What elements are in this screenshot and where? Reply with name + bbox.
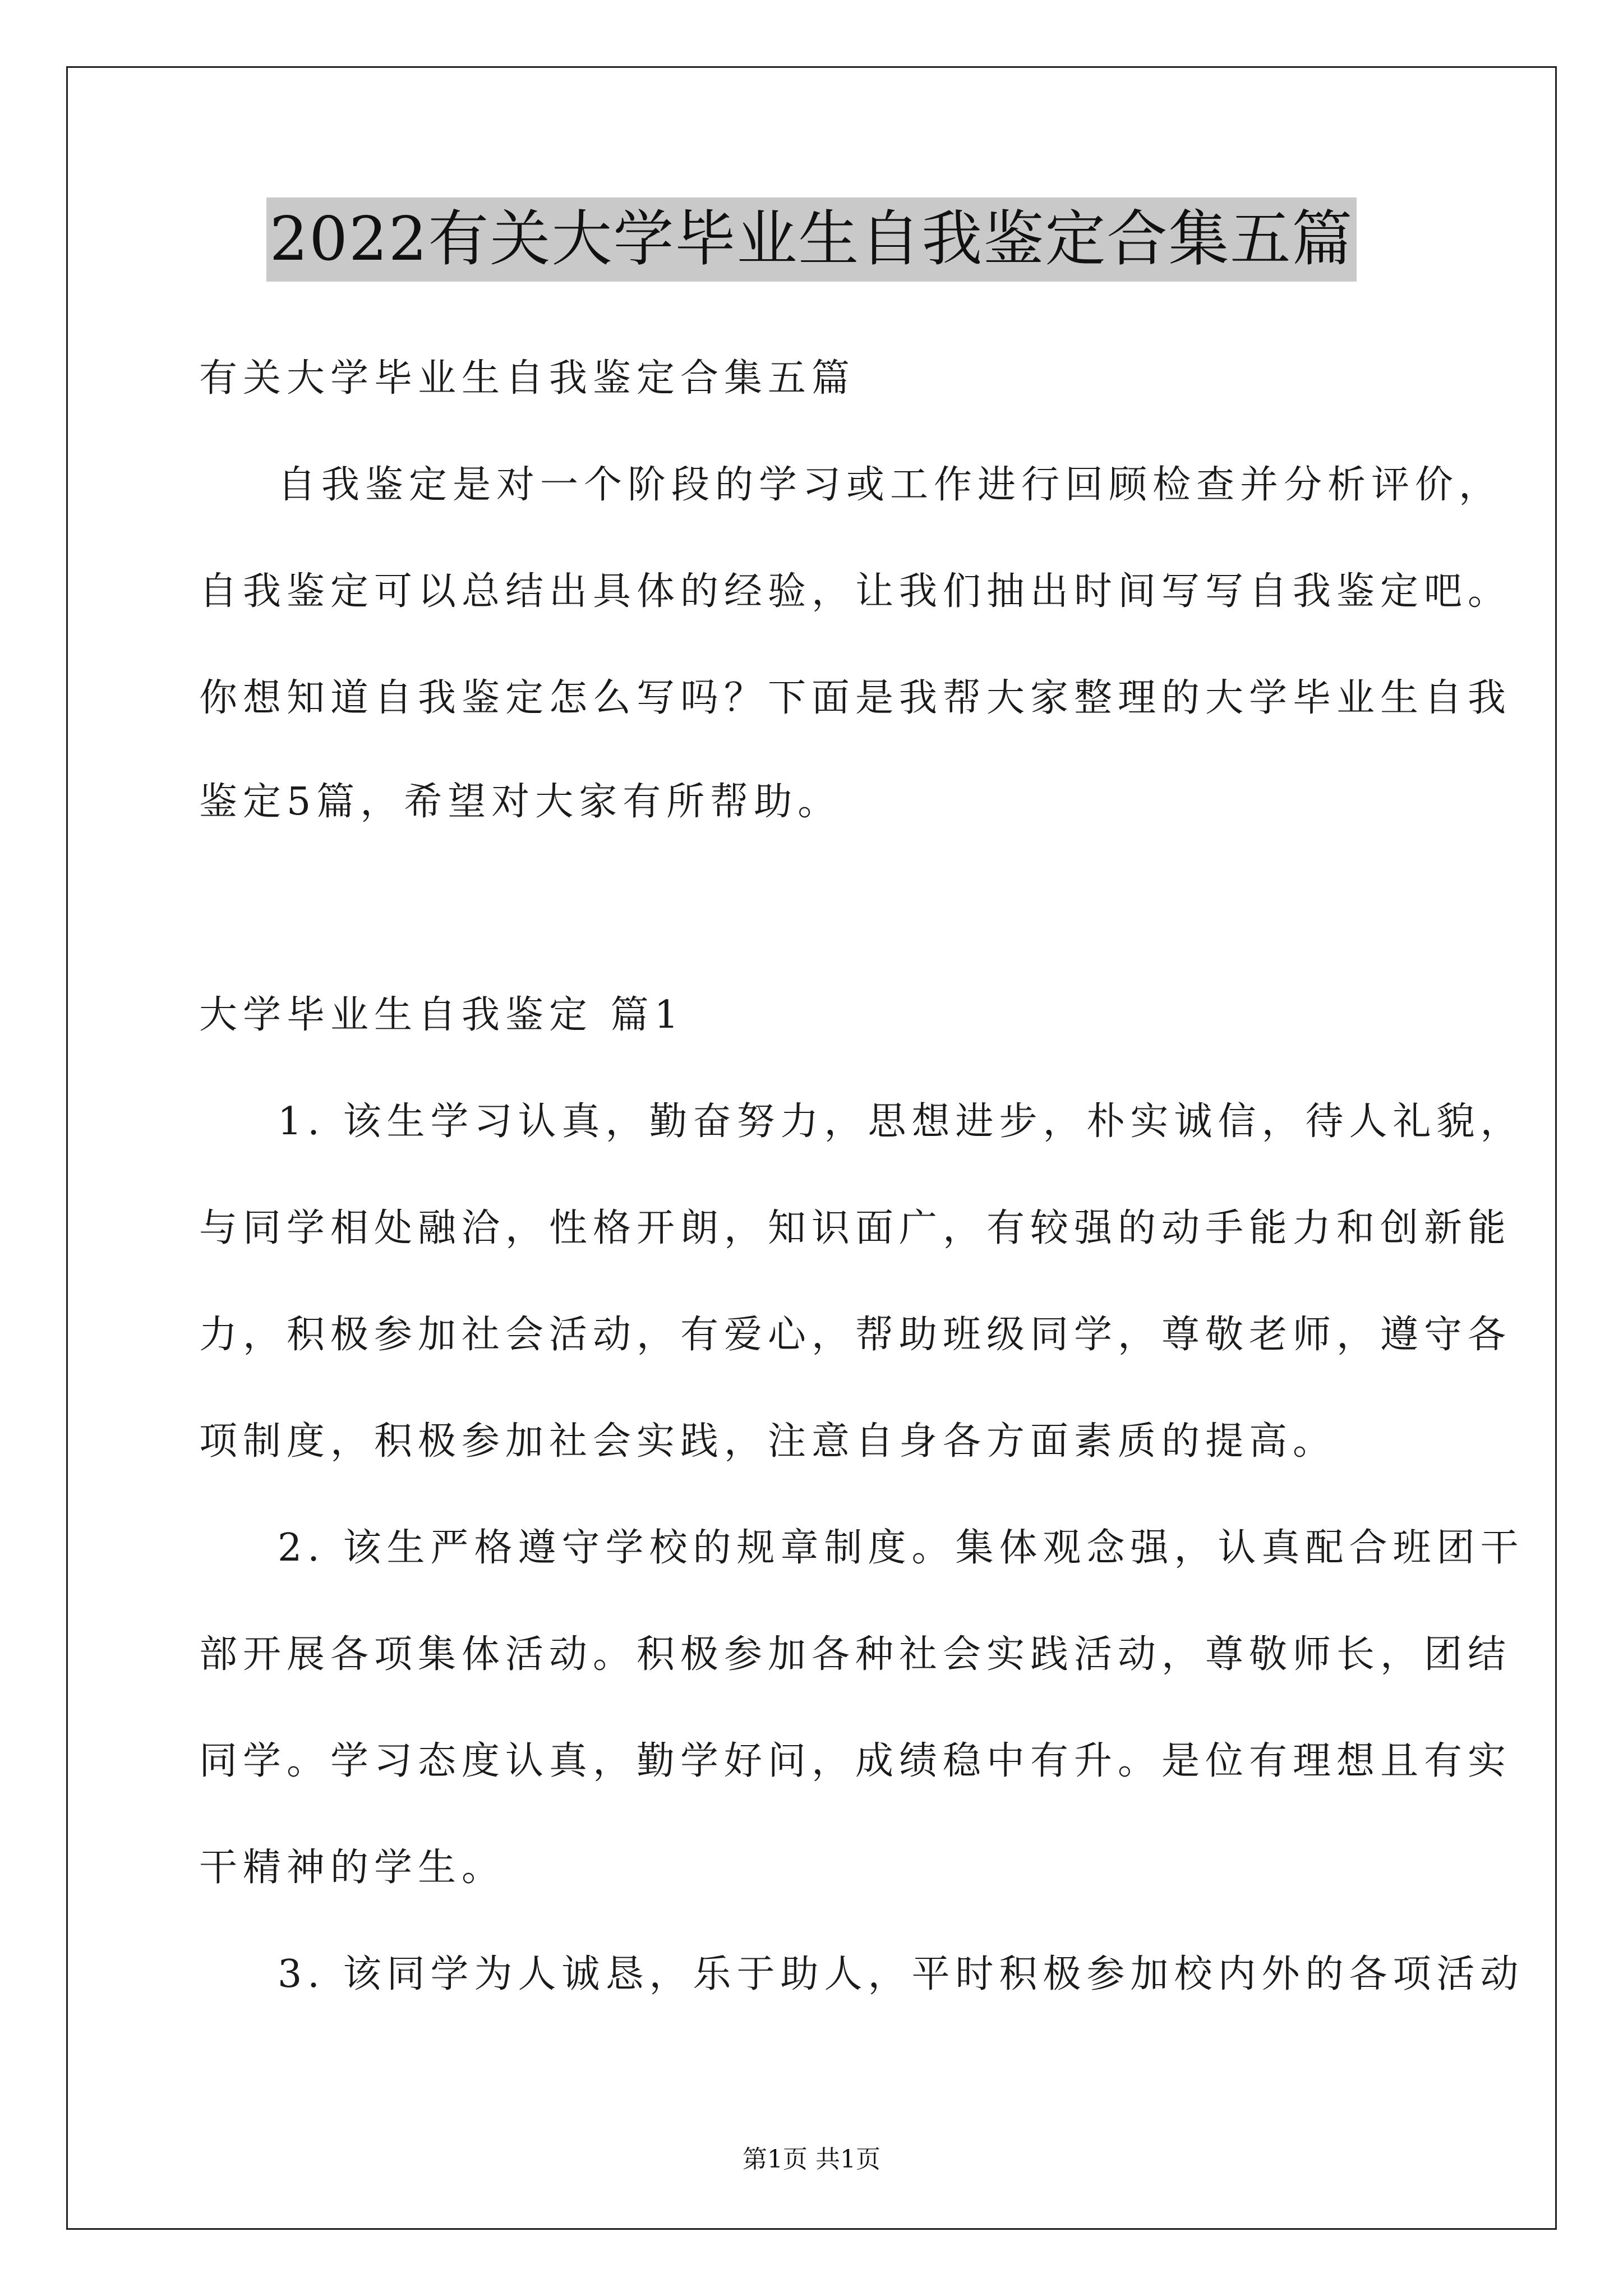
intro-line: 自我鉴定可以总结出具体的经验，让我们抽出时间写写自我鉴定吧。 [199, 569, 1512, 614]
paragraph-line: 项制度，积极参加社会实践，注意自身各方面素质的提高。 [199, 1419, 1337, 1464]
subtitle: 有关大学毕业生自我鉴定合集五篇 [199, 356, 856, 401]
paragraph-line: 2. 该生严格遵守学校的规章制度。集体观念强，认真配合班团干 [278, 1526, 1524, 1570]
intro-line: 鉴定5篇，希望对大家有所帮助。 [199, 780, 842, 824]
title-container [0, 197, 1623, 282]
intro-line: 你想知道自我鉴定怎么写吗？下面是我帮大家整理的大学毕业生自我 [199, 676, 1512, 720]
paragraph-line: 部开展各项集体活动。积极参加各种社会实践活动，尊敬师长，团结 [199, 1632, 1512, 1677]
paragraph-line: 干精神的学生。 [199, 1846, 506, 1890]
paragraph-line: 与同学相处融洽，性格开朗，知识面广，有较强的动手能力和创新能 [199, 1206, 1512, 1250]
page-footer: 第1页 共1页 [743, 2145, 880, 2174]
page-title: 2022有关大学毕业生自我鉴定合集五篇 [266, 197, 1357, 282]
paragraph-line: 3. 该同学为人诚恳，乐于助人，平时积极参加校内外的各项活动 [278, 1952, 1524, 1996]
intro-line: 自我鉴定是对一个阶段的学习或工作进行回顾检查并分析评价， [278, 463, 1503, 507]
paragraph-line: 力，积极参加社会活动，有爱心，帮助班级同学，尊敬老师，遵守各 [199, 1313, 1512, 1357]
paragraph-line: 1. 该生学习认真，勤奋努力，思想进步，朴实诚信，待人礼貌， [278, 1099, 1524, 1144]
section-heading: 大学毕业生自我鉴定 篇1 [199, 993, 684, 1037]
paragraph-line: 同学。学习态度认真，勤学好问，成绩稳中有升。是位有理想且有实 [199, 1739, 1512, 1783]
